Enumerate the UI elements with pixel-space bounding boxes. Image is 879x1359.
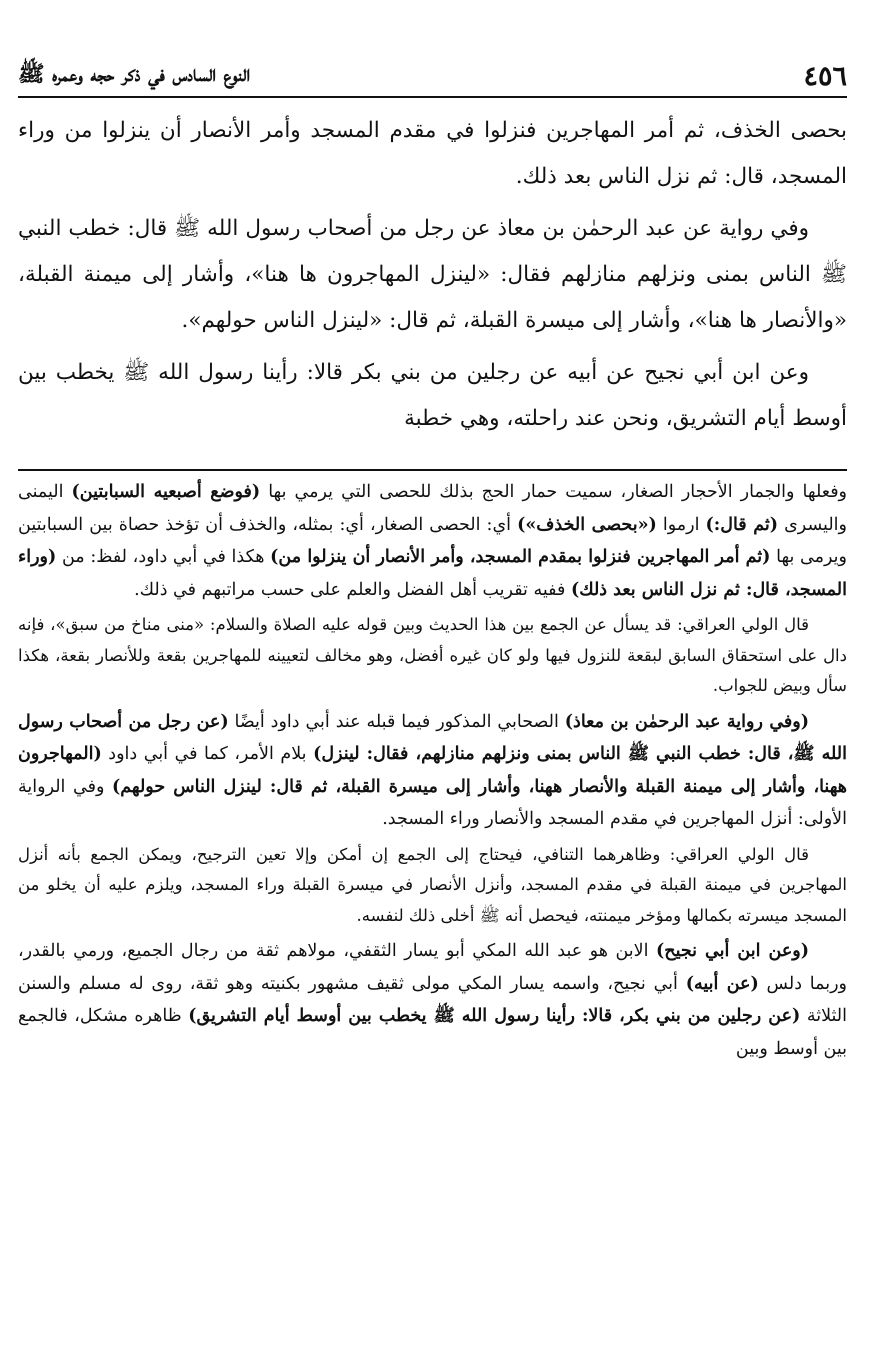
commentary-text-run: ارموا bbox=[656, 514, 706, 535]
quoted-matn: (وراء المسجد، قال: ثم نزل الناس بعد ذلك) bbox=[18, 547, 847, 600]
commentary-divider bbox=[18, 469, 847, 471]
header-divider bbox=[18, 96, 847, 98]
commentary-text-run: وفي الرواية الأولى: أنزل المهاجرين في مقدم المسجد والأنصار وراء المسجد. bbox=[18, 776, 847, 829]
hadith-paragraph: وعن ابن أبي نجيح عن أبيه عن رجلين من بني بكر قالا: رأينا رسول الله ﷺ يخطب بين أوسط أيام التشريق، ونحن عند راحلته، وهي خطبة bbox=[18, 360, 847, 431]
running-header bbox=[18, 52, 847, 92]
quoted-matn: (المهاجرون ههنا، وأشار إلى ميمنة القبلة والأنصار ههنا، وأشار إلى ميسرة القبلة، ثم قال: لينزل الناس حولهم) bbox=[18, 744, 847, 797]
chapter-title: النوع السادس في ذكر حجه وعمره ﷺ bbox=[18, 61, 251, 87]
quoted-matn: (عن أبيه) bbox=[685, 973, 759, 994]
commentary-text-run: ففيه تقريب أهل الفضل والعلم على حسب مراتبهم في ذلك. bbox=[134, 579, 571, 600]
hadith-paragraph: وفي رواية عن عبد الرحمٰن بن معاذ عن رجل من أصحاب رسول الله ﷺ قال: خطب النبي ﷺ الناس بمنى ونزلهم منازلهم فقال: «لينزل المهاجرون ها هنا»، وأشار إلى ميمنة القبلة، «والأنصار ها هنا»، وأشار إلى ميسرة القبلة، ثم قال: «لينزل الناس حولهم». bbox=[18, 216, 847, 333]
quoted-matn: (فوضع أصبعيه السبابتين) bbox=[71, 482, 261, 502]
hadith-text bbox=[18, 108, 847, 448]
commentary-text bbox=[18, 476, 847, 1069]
page-number: ٤٥٦ bbox=[803, 61, 847, 92]
hadith-paragraph: بحصى الخذف، ثم أمر المهاجرين فنزلوا في مقدم المسجد وأمر الأنصار أن ينزلوا من وراء المسجد، قال: ثم نزل الناس بعد ذلك. bbox=[18, 118, 847, 189]
quoted-matn: (وعن ابن أبي نجيح) bbox=[656, 941, 810, 961]
commentary-paragraph bbox=[18, 935, 847, 1065]
commentary-paragraph bbox=[18, 476, 847, 606]
commentary-paragraph bbox=[18, 706, 847, 836]
commentary-text-run: وفعلها والجمار الأحجار الصغار، سميت حمار الحج بذلك للحصى التي يرمي بها bbox=[260, 482, 848, 502]
scholar-quote: قال الولي العراقي: وظاهرهما التنافي، فيحتاج إلى الجمع إن أمكن وإلا تعين الترجيح، ويمكن الجمع بأنه أنزل المهاجرين في ميمنة القبلة في مقدم المسجد، وأنزل الأنصار في ميسرة القبلة وراء المسجد، ويلزم عليه أن يخلو من المسجد ميسرته بكمالها ومؤخر ميمنته، فيحصل أنه ﷺ أخلى ذلك لنفسه. bbox=[18, 844, 847, 925]
scholar-quote: قال الولي العراقي: قد يسأل عن الجمع بين هذا الحديث وبين قوله عليه الصلاة والسلام: «منى مناخ من سبق»، فإنه دال على استحقاق السابق لبقعة للنزول فيها ولو كان غيره أفضل، وهو مخالف لتعيينه للمهاجرين بقعة وللأنصار بقعة، هكذا سأل وبيض للجواب. bbox=[18, 615, 847, 695]
quoted-matn: (ثم قال:) bbox=[705, 514, 779, 535]
quoted-matn: («بحصى الخذف») bbox=[517, 514, 657, 535]
commentary-text-run: بلام الأمر، كما في أبي داود bbox=[101, 744, 314, 764]
commentary-text-run: الصحابي المذكور فيما قبله عند أبي داود أيضًا bbox=[228, 711, 565, 732]
book-page bbox=[18, 0, 847, 1359]
commentary-text-run: الابن هو عبد الله المكي أبو يسار الثقفي، مولاهم ثقة من رجال الجميع، ورمي بالقدر، وربما دلس bbox=[18, 941, 848, 994]
commentary-text-run: ظاهره مشكل، فالجمع بين أوسط وبين bbox=[18, 1006, 847, 1059]
commentary-text-run: اليمنى واليسرى bbox=[18, 482, 847, 535]
quoted-matn: (عن رجلين من بني بكر، قالا: رأينا رسول الله ﷺ يخطب بين أوسط أيام التشريق) bbox=[188, 1006, 801, 1026]
commentary-text-run: أبي نجيح، واسمه يسار المكي مولى ثقيف مشهور بكنيته وهو ثقة، روى له مسلم والسنن الثلاثة bbox=[18, 973, 848, 1026]
quoted-matn: (ثم أمر المهاجرين فنزلوا بمقدم المسجد، وأمر الأنصار أن ينزلوا من) bbox=[270, 547, 771, 567]
quoted-matn: (وفي رواية عبد الرحمٰن بن معاذ) bbox=[564, 711, 810, 732]
commentary-text-run: هكذا في أبي داود، لفظ: من bbox=[56, 547, 271, 567]
quoted-matn: (عن رجل من أصحاب رسول الله ﷺ، قال: خطب النبي ﷺ الناس بمنى ونزلهم منازلهم، فقال: لينزل) bbox=[18, 711, 847, 764]
commentary-text-run: أي: الحصى الصغار، أي: بمثله، والخذف أن تؤخذ حصاة بين السبابتين ويرمى بها bbox=[18, 514, 847, 567]
